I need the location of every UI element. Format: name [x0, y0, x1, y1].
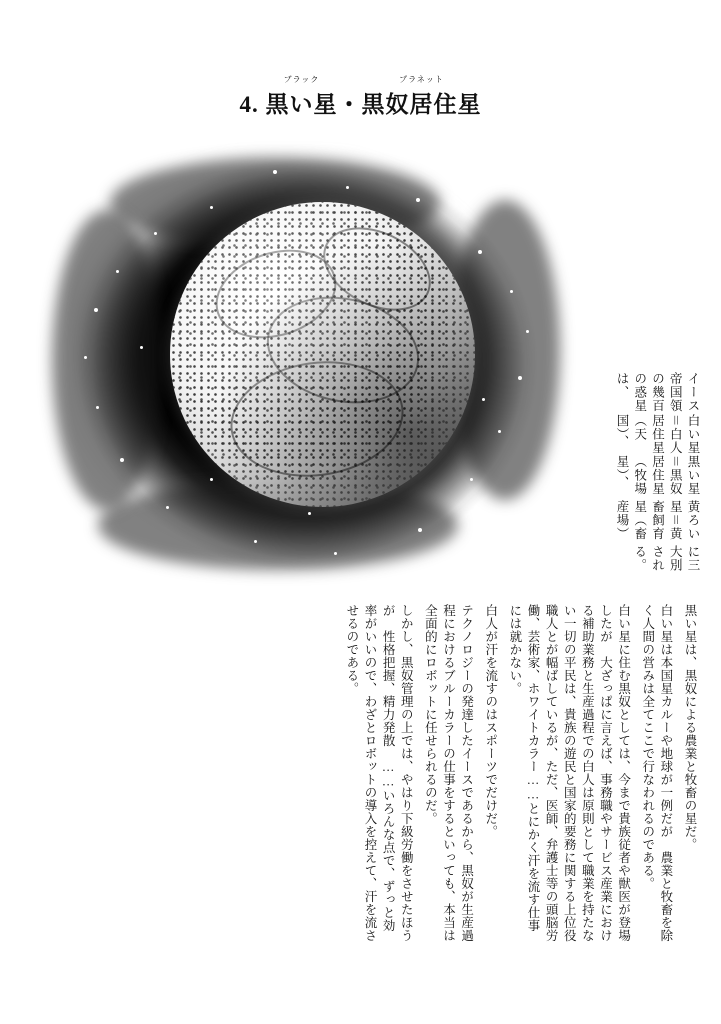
body-column: テクノロジーの発達したイースであるから、黒奴が生産過程におけるブルーカラーの仕事をするといっても、本当は全面的にロボットに任せられるのだ。	[423, 604, 474, 942]
body-column: しかし、黒奴管理の上では、やはり下級労働をさせたほうが 性格把握、精力発散 ……いろんな点で、ずっと効率がいいので、わざとロボットの導入を控えて、汗を流させるのである。	[344, 604, 414, 942]
title-part-1-base: 黒い星	[265, 92, 338, 117]
body-column: 黒い星は、黒奴による農業と牧畜の星だ。	[683, 604, 697, 851]
title-number: 4.	[239, 92, 259, 117]
title-separator: ・	[337, 92, 362, 117]
intro-line: イース帝国領の幾百の惑星は、	[615, 372, 700, 413]
body-text	[22, 604, 699, 944]
body-column: 白い星は本国星カルーや地球が一例だが 農業と牧畜を除く人間の営みは全てここで行なわれるのである。	[640, 604, 673, 942]
title-part-2-ruby: プラネット	[399, 75, 444, 84]
intro-line: 黄ろい星＝黄畜飼育星（畜産場）	[615, 499, 700, 541]
title-part-2-base: 黒奴居住星	[361, 92, 482, 117]
planet-graphic	[170, 202, 475, 507]
intro-line: 白い星＝白人居住星（天国）、	[615, 414, 700, 455]
intro-text	[608, 372, 701, 572]
title-part-1-ruby: ブラック	[283, 75, 320, 84]
body-column: 白い星に住む黒奴としては、今まで貴族従者や獣医が登場したが 大ざっぱに言えば、事務職やサービス産業における補助業務と生産過程での白人は原則として職業を持たない一切の平民は、貴族の遊民と国家的要務に関する上位役職人とが幅ばしているが、ただ、医師、弁護士等の頭脳労働、芸術家、ホワイトカラー……とにかく汗を流す仕事には就かない。	[507, 604, 631, 942]
title-part-1	[265, 75, 338, 119]
title-part-2	[361, 75, 482, 119]
black-planet-illustration	[58, 140, 558, 590]
title-line	[239, 75, 482, 119]
planet-shading	[170, 202, 475, 507]
page-title	[0, 75, 721, 119]
body-column: 白人が汗を流すのはスポーツでだけだ。	[483, 604, 498, 838]
intro-line: に三大別される。	[632, 545, 700, 572]
intro-line: 黒い星＝黒奴居住星（牧場星）、	[615, 455, 700, 496]
